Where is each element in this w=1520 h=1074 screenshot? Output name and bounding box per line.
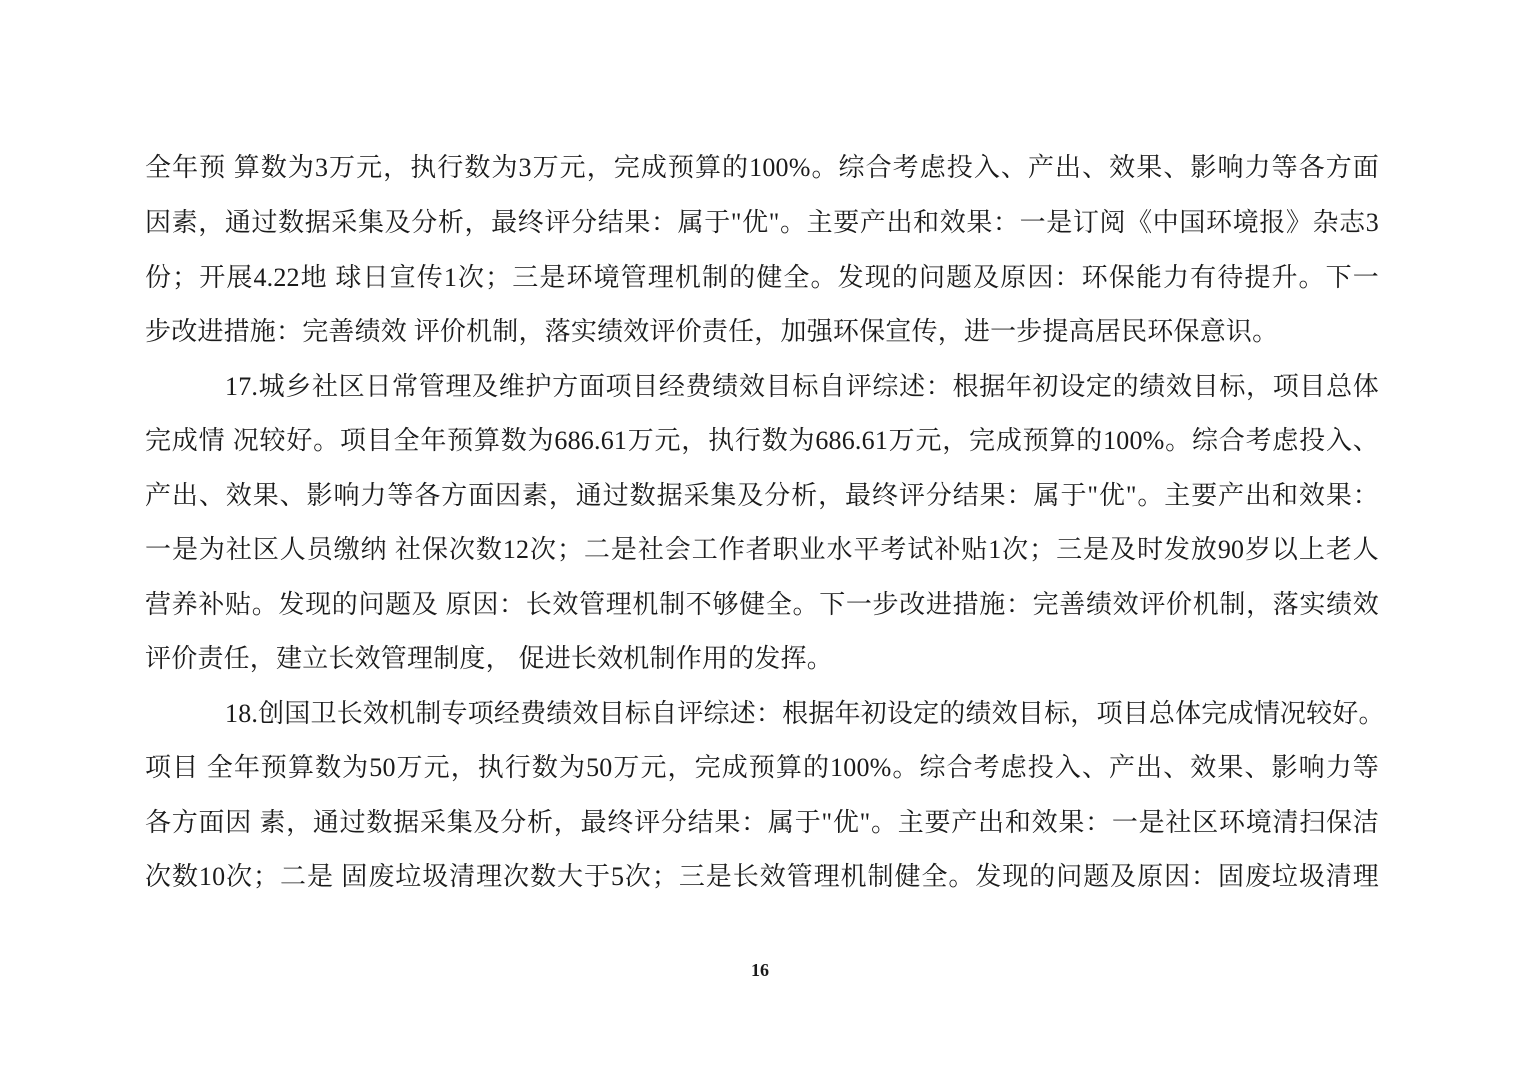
paragraph-line: 营养补贴。发现的问题及 原因：长效管理机制不够健全。下一步改进措施：完善绩效评价机制，落实绩效 — [145, 590, 1379, 619]
paragraph-line: 次数10次；二是 固废垃圾清理次数大于5次；三是长效管理机制健全。发现的问题及原因：固废垃圾清理 — [145, 862, 1379, 891]
paragraph-line: 各方面因 素，通过数据采集及分析，最终评分结果：属于"优"。主要产出和效果：一是社区环境清扫保洁 — [145, 808, 1379, 837]
paragraph-line: 全年预 算数为3万元，执行数为3万元，完成预算的100%。综合考虑投入、产出、效果、影响力等各方面 — [145, 153, 1379, 182]
paragraph-line: 17.城乡社区日常管理及维护方面项目经费绩效目标自评综述：根据年初设定的绩效目标，项目总体 — [225, 372, 1379, 401]
paragraph-line: 完成情 况较好。项目全年预算数为686.61万元，执行数为686.61万元，完成预算的100%。综合考虑投入、 — [145, 426, 1379, 455]
paragraph-line: 步改进措施：完善绩效 评价机制，落实绩效评价责任，加强环保宣传，进一步提高居民环保意识。 — [145, 317, 1279, 346]
paragraph-line: 产出、效果、影响力等各方面因素，通过数据采集及分析，最终评分结果：属于"优"。主要产出和效果： — [145, 481, 1379, 510]
paragraph-line: 份；开展4.22地 球日宣传1次；三是环境管理机制的健全。发现的问题及原因：环保能力有待提升。下一 — [145, 263, 1379, 292]
page-number: 16 — [751, 960, 769, 980]
paragraph-line: 18.创国卫长效机制专项经费绩效目标自评综述：根据年初设定的绩效目标，项目总体完成情况较好。 — [225, 699, 1385, 728]
paragraph-line: 因素，通过数据采集及分析，最终评分结果：属于"优"。主要产出和效果：一是订阅《中国环境报》杂志3 — [145, 208, 1379, 237]
paragraph-line: 一是为社区人员缴纳 社保次数12次；二是社会工作者职业水平考试补贴1次；三是及时发放90岁以上老人 — [145, 535, 1379, 564]
paragraph-line: 评价责任，建立长效管理制度， 促进长效机制作用的发挥。 — [145, 644, 833, 673]
paragraph-line: 项目 全年预算数为50万元，执行数为50万元，完成预算的100%。综合考虑投入、产出、效果、影响力等 — [145, 753, 1379, 782]
